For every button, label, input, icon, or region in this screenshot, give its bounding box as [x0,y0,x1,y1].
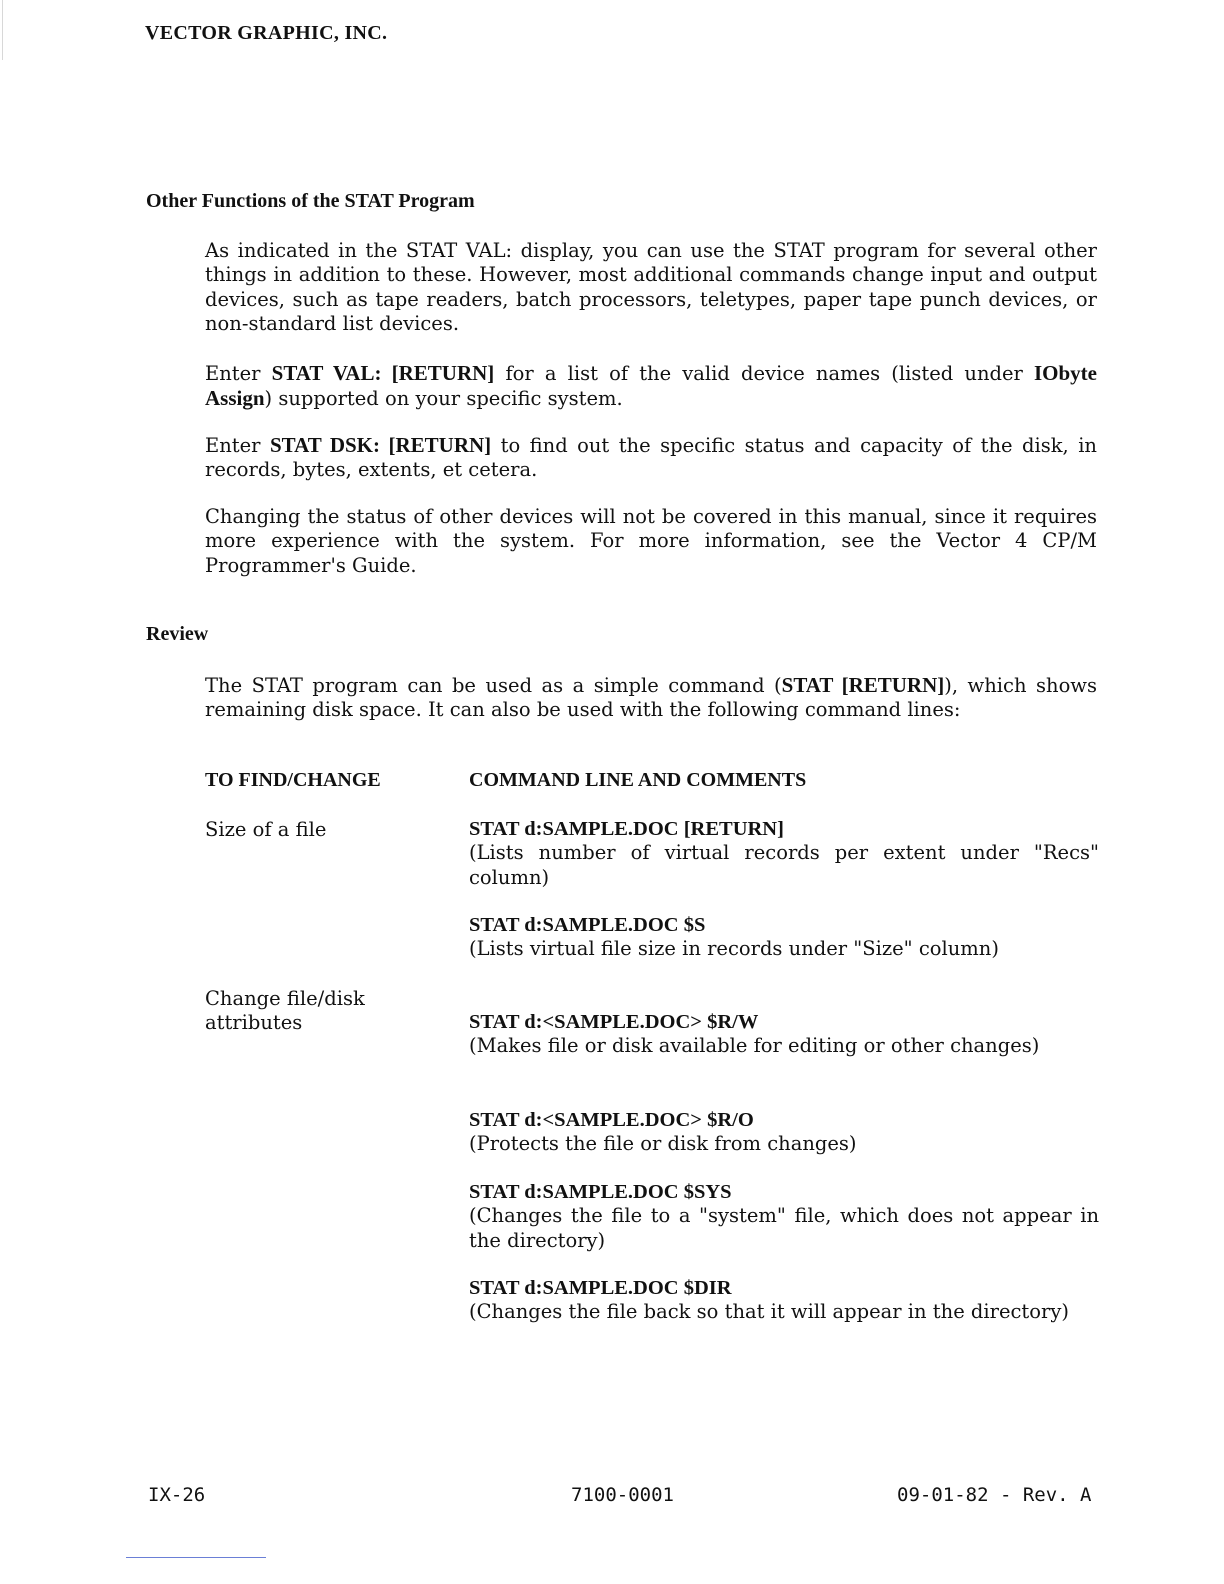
text-segment: for a list of the valid device names (listed under [494,362,1034,385]
column-header-find-change: TO FIND/CHANGE [205,769,381,791]
command-comment: (Lists number of virtual records per extent under "Recs" column) [469,841,1099,889]
command-stat-dsk: STAT DSK: [RETURN] [269,433,492,457]
command-line: STAT d:SAMPLE.DOC $DIR [469,1277,732,1299]
command-entry [469,1180,1099,1253]
company-header: VECTOR GRAPHIC, INC. [145,22,388,44]
section-title-review: Review [146,623,209,645]
paragraph-stat-dsk [205,433,1097,483]
command-stat-val: STAT VAL: [RETURN] [271,361,495,385]
command-line: STAT d:SAMPLE.DOC $S [469,914,706,936]
paragraph-intro: As indicated in the STAT VAL: display, you can use the STAT program for several other things in addition to these. However, most additional commands change input and output devices, such as tape readers, batch processors, teletypes, paper tape punch devices, or non-standard list devices. [205,239,1097,336]
text-segment: to find out the specific status and capacity of the disk, in records, bytes, extents, et cetera. [205,434,1097,482]
label-change-attributes: Change file/disk attributes [205,987,365,1035]
command-stat-return: STAT [RETURN] [781,673,945,697]
iobyte-assign-term: IObyte Assign [205,361,1097,411]
command-comment: (Protects the file or disk from changes) [469,1132,857,1156]
footer-page-number: IX-26 [148,1484,206,1506]
paragraph-other-devices: Changing the status of other devices will not be covered in this manual, since it requires more experience with the system. For more information, see the Vector 4 CP/M Programmer's Guide. [205,505,1097,577]
footer-date-revision: 09-01-82 - Rev. A [897,1484,1092,1506]
text-segment: The STAT program can be used as a simple command ( [205,674,782,697]
command-line: STAT d:<SAMPLE.DOC> $R/W [469,1011,759,1033]
paragraph-stat-val [205,361,1097,412]
section-title-other-functions: Other Functions of the STAT Program [146,190,475,212]
command-entry [469,1010,1099,1059]
command-comment: (Changes the file to a "system" file, which does not appear in the directory) [469,1204,1099,1252]
command-entry [469,817,1099,890]
scan-artifact-line [126,1557,266,1558]
paragraph-review [205,673,1097,723]
command-line: STAT d:<SAMPLE.DOC> $R/O [469,1109,754,1131]
footer-doc-number: 7100-0001 [571,1484,674,1506]
command-line: STAT d:SAMPLE.DOC $SYS [469,1181,732,1203]
command-comment: (Lists virtual file size in records under "Size" column) [469,937,999,961]
text-segment: Enter [205,362,272,385]
text-segment: ), which shows remaining disk space. It can also be used with the following command lines: [205,674,1098,722]
command-line: STAT d:SAMPLE.DOC [RETURN] [469,818,784,840]
column-header-command-line: COMMAND LINE AND COMMENTS [469,769,807,791]
command-comment: (Changes the file back so that it will appear in the directory) [469,1300,1069,1324]
command-entry [469,913,1099,962]
command-comment: (Makes file or disk available for editing or other changes) [469,1034,1040,1058]
command-entry [469,1108,1099,1157]
command-entry [469,1276,1099,1325]
label-size-of-file: Size of a file [205,818,327,841]
text-segment: Enter [205,434,270,457]
scan-edge-mark [2,0,3,60]
text-segment: ) supported on your specific system. [264,387,623,411]
